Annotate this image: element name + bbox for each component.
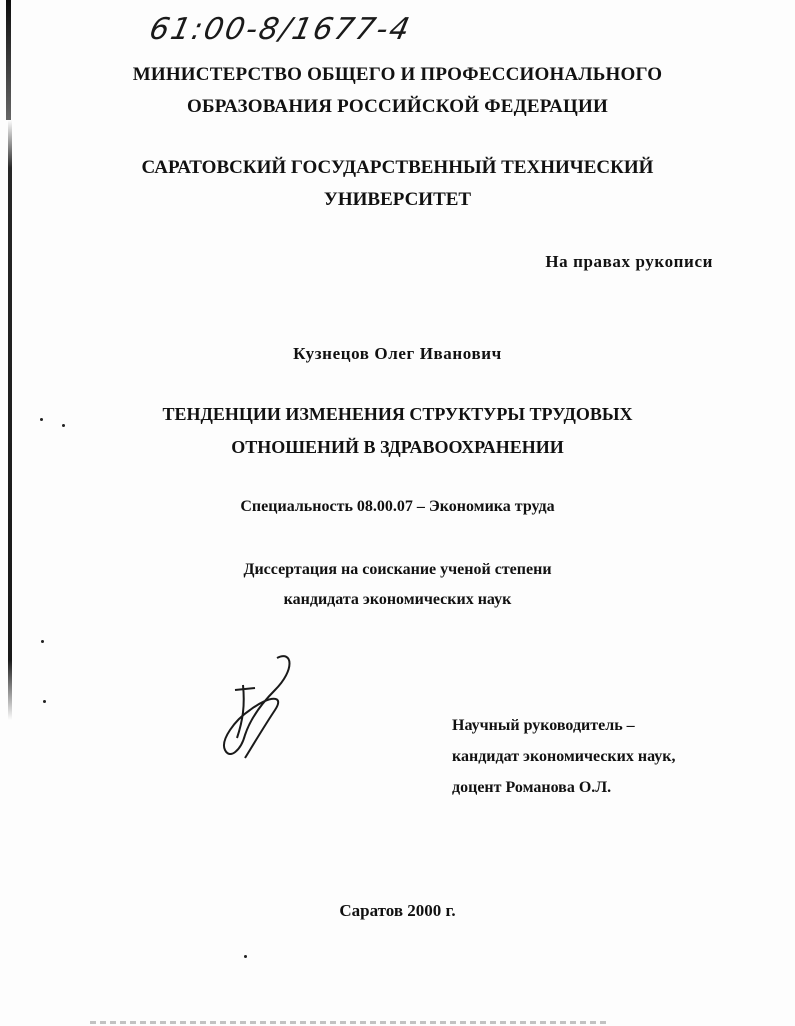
signature — [215, 650, 305, 765]
city-year: Саратов 2000 г. — [339, 901, 456, 920]
supervisor-line-1: Научный руководитель – — [452, 717, 635, 734]
manuscript-note: На правах рукописи — [545, 252, 713, 271]
scan-speck — [244, 955, 247, 958]
scan-edge-bottom — [90, 1021, 610, 1024]
author-name: Кузнецов Олег Иванович — [293, 344, 502, 363]
scan-speck — [43, 700, 46, 703]
thesis-title-line-1: ТЕНДЕНЦИИ ИЗМЕНЕНИЯ СТРУКТУРЫ ТРУДОВЫХ — [162, 404, 633, 424]
ministry-line-1: МИНИСТЕРСТВО ОБЩЕГО И ПРОФЕССИОНАЛЬНОГО — [132, 64, 663, 85]
dissertation-line-1: Диссертация на соискание ученой степени — [243, 561, 552, 578]
supervisor-line-3: доцент Романова О.Л. — [452, 779, 612, 796]
dissertation-line-2: кандидата экономических наук — [283, 591, 512, 608]
handwritten-catalog-number: 61:00-8/1677-4 — [146, 12, 415, 47]
university-line-2: УНИВЕРСИТЕТ — [323, 189, 472, 210]
specialty: Специальность 08.00.07 – Экономика труда — [240, 498, 555, 515]
university-line-1: САРАТОВСКИЙ ГОСУДАРСТВЕННЫЙ ТЕХНИЧЕСКИЙ — [141, 157, 654, 178]
supervisor-line-2: кандидат экономических наук, — [452, 748, 676, 765]
thesis-title-line-2: ОТНОШЕНИЙ В ЗДРАВООХРАНЕНИИ — [231, 437, 564, 457]
ministry-line-2: ОБРАЗОВАНИЯ РОССИЙСКОЙ ФЕДЕРАЦИИ — [186, 96, 608, 117]
scan-speck — [41, 640, 44, 643]
